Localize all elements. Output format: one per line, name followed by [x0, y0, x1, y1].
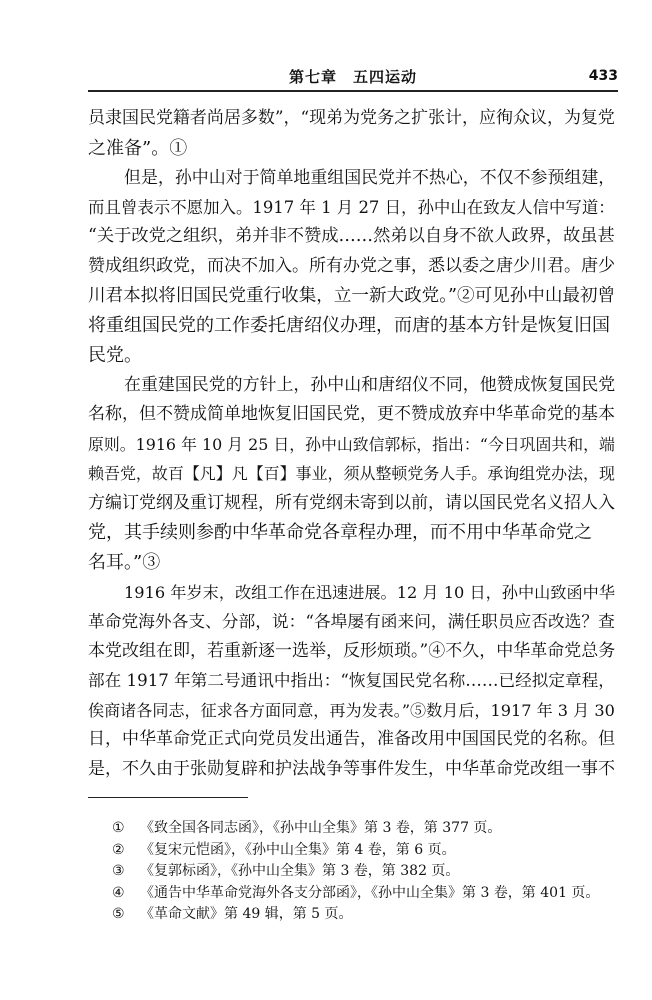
footnote-item	[112, 818, 612, 840]
footnote-mark: ①	[112, 820, 125, 836]
text-line: 是，不久由于张勋复辟和护法战争等事件发生，中华革命党改组一事不	[88, 759, 615, 780]
page-number: 433	[588, 68, 618, 84]
text-line: 在重建国民党的方针上，孙中山和唐绍仪不同，他赞成恢复国民党	[124, 374, 616, 395]
text-line: 但是，孙中山对于简单地重组国民党并不热心，不仅不参预组建，	[124, 167, 616, 188]
text-line: 员隶国民党籍者尚居多数”，“现弟为党务之扩张计，应徇众议，为复党	[88, 108, 615, 128]
footnote-item	[112, 883, 612, 905]
footnote-text: 《致全国各同志函》，《孙中山全集》第 3 卷，第 377 页。	[140, 820, 502, 836]
text-line: 而且曾表示不愿加入。1917 年 1 月 27 日，孙中山在致友人信中写道：	[88, 197, 615, 217]
text-line: 原则。1916 年 10 月 25 日，孙中山致信郭标，指出：“今日巩固共和，端	[88, 434, 615, 454]
footnote-mark: ④	[112, 884, 125, 901]
running-header	[88, 64, 618, 92]
footnote-divider	[88, 797, 248, 798]
text-line: 俟商诸各同志，征求各方面同意，再为发表。”⑤数月后，1917 年 3 月 30	[88, 700, 615, 720]
footnote-item	[112, 904, 612, 926]
footnote-item	[112, 840, 612, 862]
footnote-text: 《通告中华革命党海外各支分部函》，《孙中山全集》第 3 卷，第 401 页。	[140, 884, 600, 901]
footnote-text: 《复宋元恺函》，《孙中山全集》第 4 卷，第 6 页。	[140, 841, 456, 858]
text-line: 赖吾党，故百【凡】凡【百】事业，须从整顿党务人手。承询组党办法，现	[88, 464, 615, 484]
text-line: 本党改组在即，若重新逐一选举，反形烦琐。”④不久，中华革命党总务	[88, 640, 616, 661]
footnote-text: 《复郭标函》，《孙中山全集》第 3 卷，第 382 页。	[140, 863, 460, 879]
footnote-text: 《革命文献》第 49 辑，第 5 页。	[140, 906, 353, 922]
chapter-title: 第七章 五四运动	[288, 68, 417, 86]
footnote-mark: ②	[112, 841, 125, 858]
text-line: 方编订党纲及重订规程，所有党纲未寄到以前，请以国民党名义招人入	[88, 492, 615, 513]
text-line: 1916 年岁末，改组工作在迅速进展。12 月 10 日，孙中山致函中华	[124, 582, 616, 602]
text-line: “关于改党之组织，弟并非不赞成……然弟以自身不欲人政界，故虽甚	[88, 226, 615, 247]
footnote-mark: ⑤	[112, 906, 125, 922]
text-line: 之准备”。①	[88, 137, 188, 159]
text-line: 日，中华革命党正式向党员发出通告，准备改用中国国民党的名称。但	[88, 729, 615, 750]
text-line: 革命党海外各支、分部，说：“各埠屡有函来问，满任职员应否改选？查	[88, 611, 615, 632]
footnote-mark: ③	[112, 863, 125, 879]
body-text	[88, 104, 618, 785]
text-line: 川君本拟将旧国民党重行收集，立一新大政党。”②可见孙中山最初曾	[88, 285, 616, 306]
text-line: 名称，但不赞成简单地恢复旧国民党，更不赞成放弃中华革命党的基本	[88, 403, 615, 424]
footnote-item	[112, 861, 612, 883]
text-line: 赞成组织政党，而决不加入。所有办党之事，悉以委之唐少川君。唐少	[88, 255, 615, 276]
footnotes	[112, 818, 612, 926]
text-line: 部在 1917 年第二号通讯中指出：“恢复国民党名称……已经拟定章程，	[88, 671, 615, 691]
text-line: 将重组国民党的工作委托唐绍仪办理，而唐的基本方针是恢复旧国	[88, 315, 610, 337]
text-line: 党，其手续则参酌中华革命党各章程办理，而不用中华革命党之	[88, 522, 592, 544]
text-line: 名耳。”③	[88, 551, 161, 573]
text-line: 民党。	[88, 344, 142, 366]
